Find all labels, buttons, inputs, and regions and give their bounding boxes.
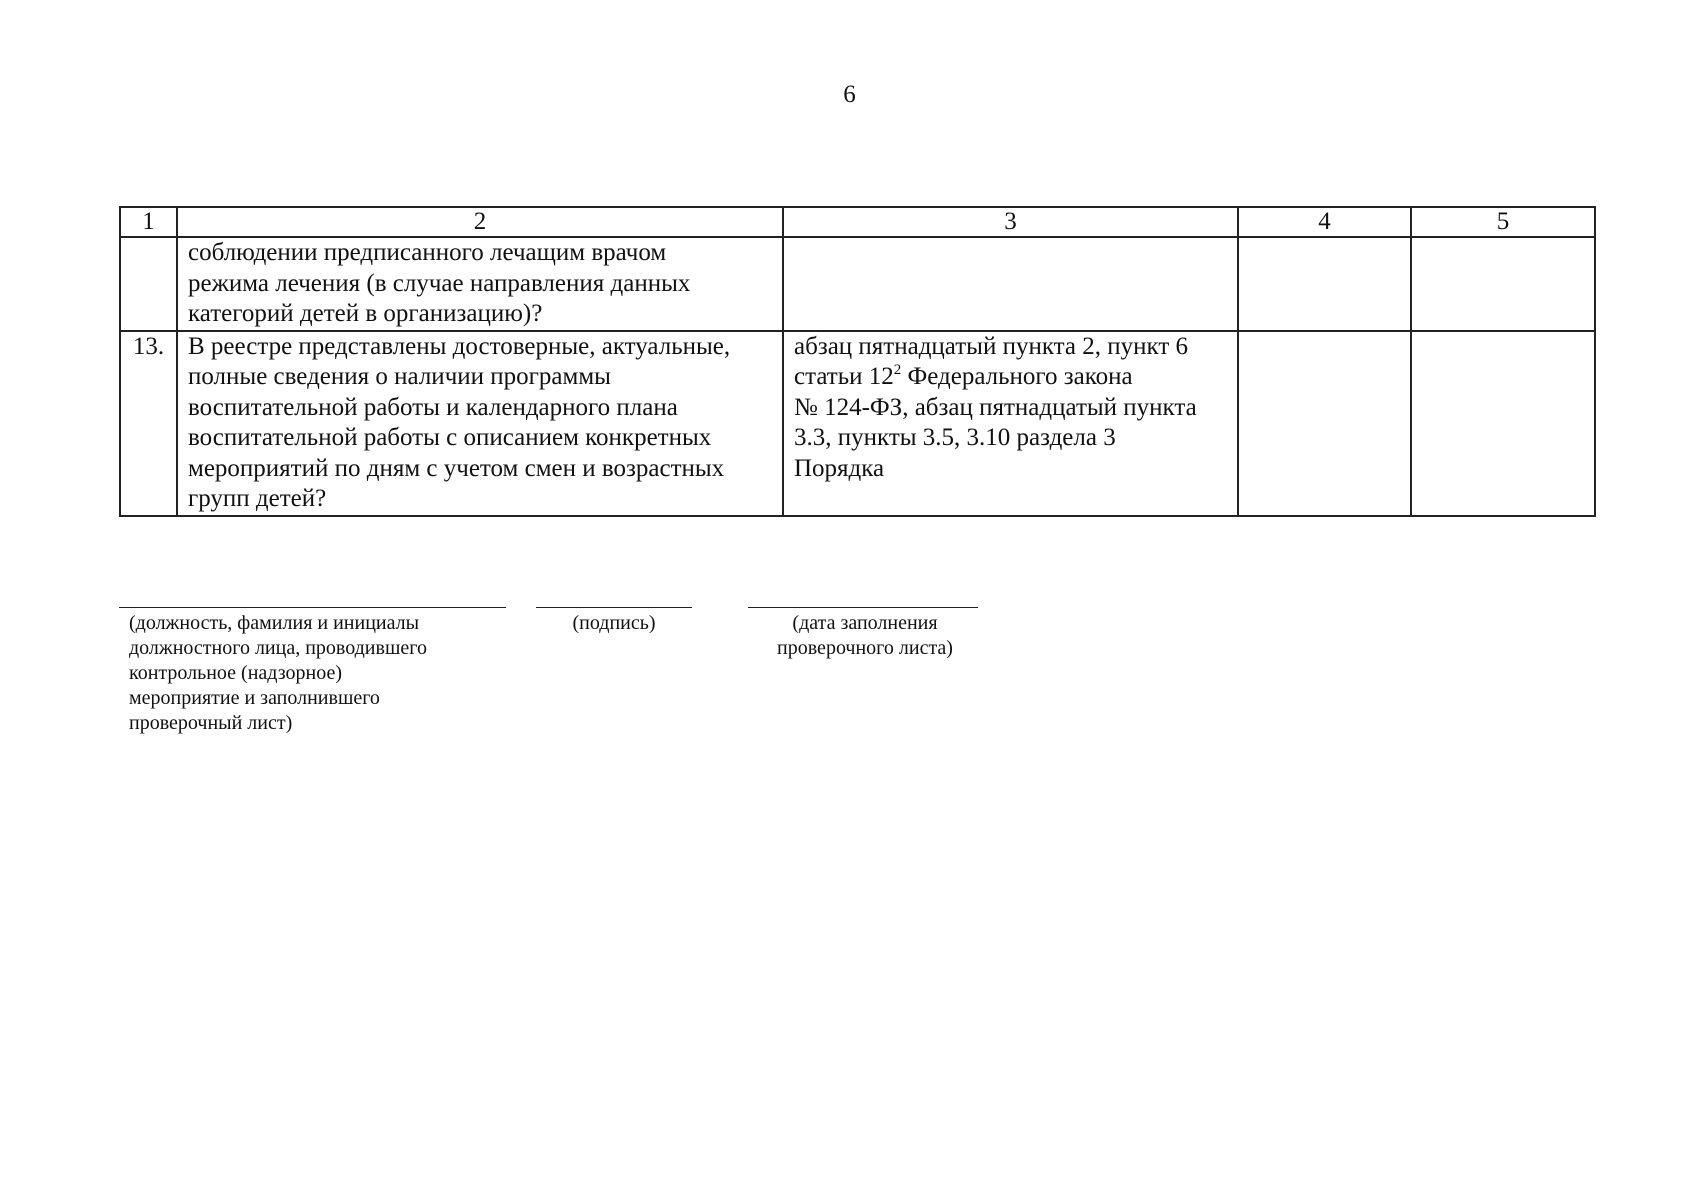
note-cell [1411,237,1595,331]
question-text: соблюдении предписанного лечащим врачом режима лечения (в случае направления данных категорий детей в организацию)? [188,239,691,327]
row-number: 13. [120,331,177,516]
date-caption: (дата заполнения проверочного листа) [777,612,953,659]
official-caption: (должность, фамилия и инициалы должностного лица, проводившего контрольное (надзорное) мероприятие и заполнившего проверочный лист) [129,612,427,734]
official-signature-line [119,607,506,608]
question-text: В реестре представлены достоверные, актуальные, полные сведения о наличии программы воспитательной работы и календарного плана воспитательной работы с описанием конкретных мероприятий по дням с учетом смен и возрастных групп детей? [188,332,731,512]
row-number [120,237,177,331]
column-header: 3 [783,207,1238,237]
column-header: 2 [177,207,783,237]
table-row [120,237,1595,331]
answer-cell [1238,237,1411,331]
reference-text [794,332,1227,485]
reference-superscript: 2 [893,362,902,378]
signature-line [536,607,692,608]
reference-text-end: Федерального закона № 124-ФЗ, абзац пятнадцатый пункта 3.3, пункты 3.5, 3.10 раздела 3 Порядка [794,363,1197,482]
table-row [120,331,1595,516]
reference-cell [783,237,1238,331]
note-cell [1411,331,1595,516]
column-header: 1 [120,207,177,237]
date-signature-line [748,607,978,608]
page-number: 6 [843,81,856,108]
question-cell [177,331,783,516]
checklist-table [119,206,1596,517]
column-header: 5 [1411,207,1595,237]
answer-cell [1238,331,1411,516]
table-header-row [120,207,1595,237]
question-cell [177,237,783,331]
reference-cell [783,331,1238,516]
column-header: 4 [1238,207,1411,237]
reference-text-start: абзац пятнадцатый пункта 2, пункт 6 статьи 12 [794,332,1188,390]
signature-caption: (подпись) [572,612,656,634]
